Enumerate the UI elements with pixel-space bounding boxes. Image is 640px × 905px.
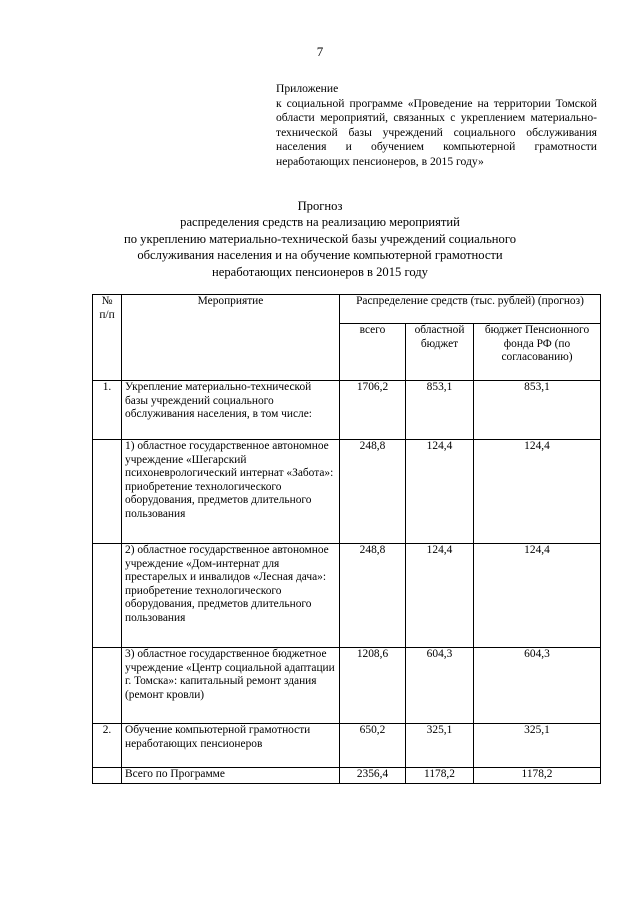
- header-num: № п/п: [93, 295, 122, 381]
- row-pension: 604,3: [474, 648, 601, 724]
- row-num: 1.: [93, 381, 122, 440]
- appendix-label: Приложение: [276, 82, 339, 95]
- table-row: [93, 724, 601, 768]
- row-total: 1706,2: [340, 381, 406, 440]
- table-row: [93, 648, 601, 724]
- distribution-table: [92, 294, 601, 784]
- row-regional: 325,1: [406, 724, 474, 768]
- header-pension: бюджет Пенсионного фонда РФ (по согласованию): [474, 324, 601, 381]
- appendix-block: [276, 82, 597, 170]
- row-event: Укрепление материально-технической базы учреждений социального обслуживания населения, в том числе:: [122, 381, 340, 440]
- row-num: 2.: [93, 724, 122, 768]
- row-num: [93, 440, 122, 544]
- row-total: 2356,4: [340, 768, 406, 784]
- row-regional: 604,3: [406, 648, 474, 724]
- document-title: [60, 198, 580, 280]
- row-num: [93, 544, 122, 648]
- title-line: Прогноз: [297, 199, 343, 213]
- row-event: 1) областное государственное автономное учреждение «Шегарский психоневрологический интернат «Забота»: приобретение технологического оборудования, предметов длительного пользования: [122, 440, 340, 544]
- row-regional: 124,4: [406, 544, 474, 648]
- title-line: распределения средств на реализацию мероприятий: [180, 215, 460, 230]
- table-row: [93, 440, 601, 544]
- row-pension: 325,1: [474, 724, 601, 768]
- header-total: всего: [340, 324, 406, 381]
- table-row-total: [93, 768, 601, 784]
- title-line: обслуживания населения и на обучение компьютерной грамотности: [137, 248, 503, 263]
- appendix-text: к социальной программе «Проведение на территории Томской области мероприятий, связанных с укреплением материально-технической базы учреждений социального обслуживания населения и обучением компьютерной грамотности неработающих пенсионеров, в 2015 году»: [276, 96, 597, 168]
- row-num: [93, 768, 122, 784]
- row-regional: 124,4: [406, 440, 474, 544]
- row-event: Обучение компьютерной грамотности неработающих пенсионеров: [122, 724, 340, 768]
- row-event: Всего по Программе: [122, 768, 340, 784]
- header-regional: областной бюджет: [406, 324, 474, 381]
- row-total: 1208,6: [340, 648, 406, 724]
- header-event: Мероприятие: [122, 295, 340, 381]
- title-line: неработающих пенсионеров в 2015 году: [212, 264, 428, 279]
- row-total: 248,8: [340, 544, 406, 648]
- title-line: по укреплению материально-технической базы учреждений социального: [123, 231, 516, 246]
- row-pension: 853,1: [474, 381, 601, 440]
- table-row: [93, 544, 601, 648]
- row-total: 248,8: [340, 440, 406, 544]
- row-event: 3) областное государственное бюджетное учреждение «Центр социальной адаптации г. Томска»: капитальный ремонт здания (ремонт кровли): [122, 648, 340, 724]
- row-event: 2) областное государственное автономное учреждение «Дом-интернат для престарелых и инвалидов «Лесная дача»: приобретение технологического оборудования, предметов длительного пользования: [122, 544, 340, 648]
- row-pension: 1178,2: [474, 768, 601, 784]
- row-num: [93, 648, 122, 724]
- row-regional: 853,1: [406, 381, 474, 440]
- table-row: [93, 381, 601, 440]
- row-pension: 124,4: [474, 440, 601, 544]
- row-total: 650,2: [340, 724, 406, 768]
- row-regional: 1178,2: [406, 768, 474, 784]
- header-distribution: Распределение средств (тыс. рублей) (прогноз): [340, 295, 601, 324]
- page-number: 7: [316, 44, 324, 59]
- row-pension: 124,4: [474, 544, 601, 648]
